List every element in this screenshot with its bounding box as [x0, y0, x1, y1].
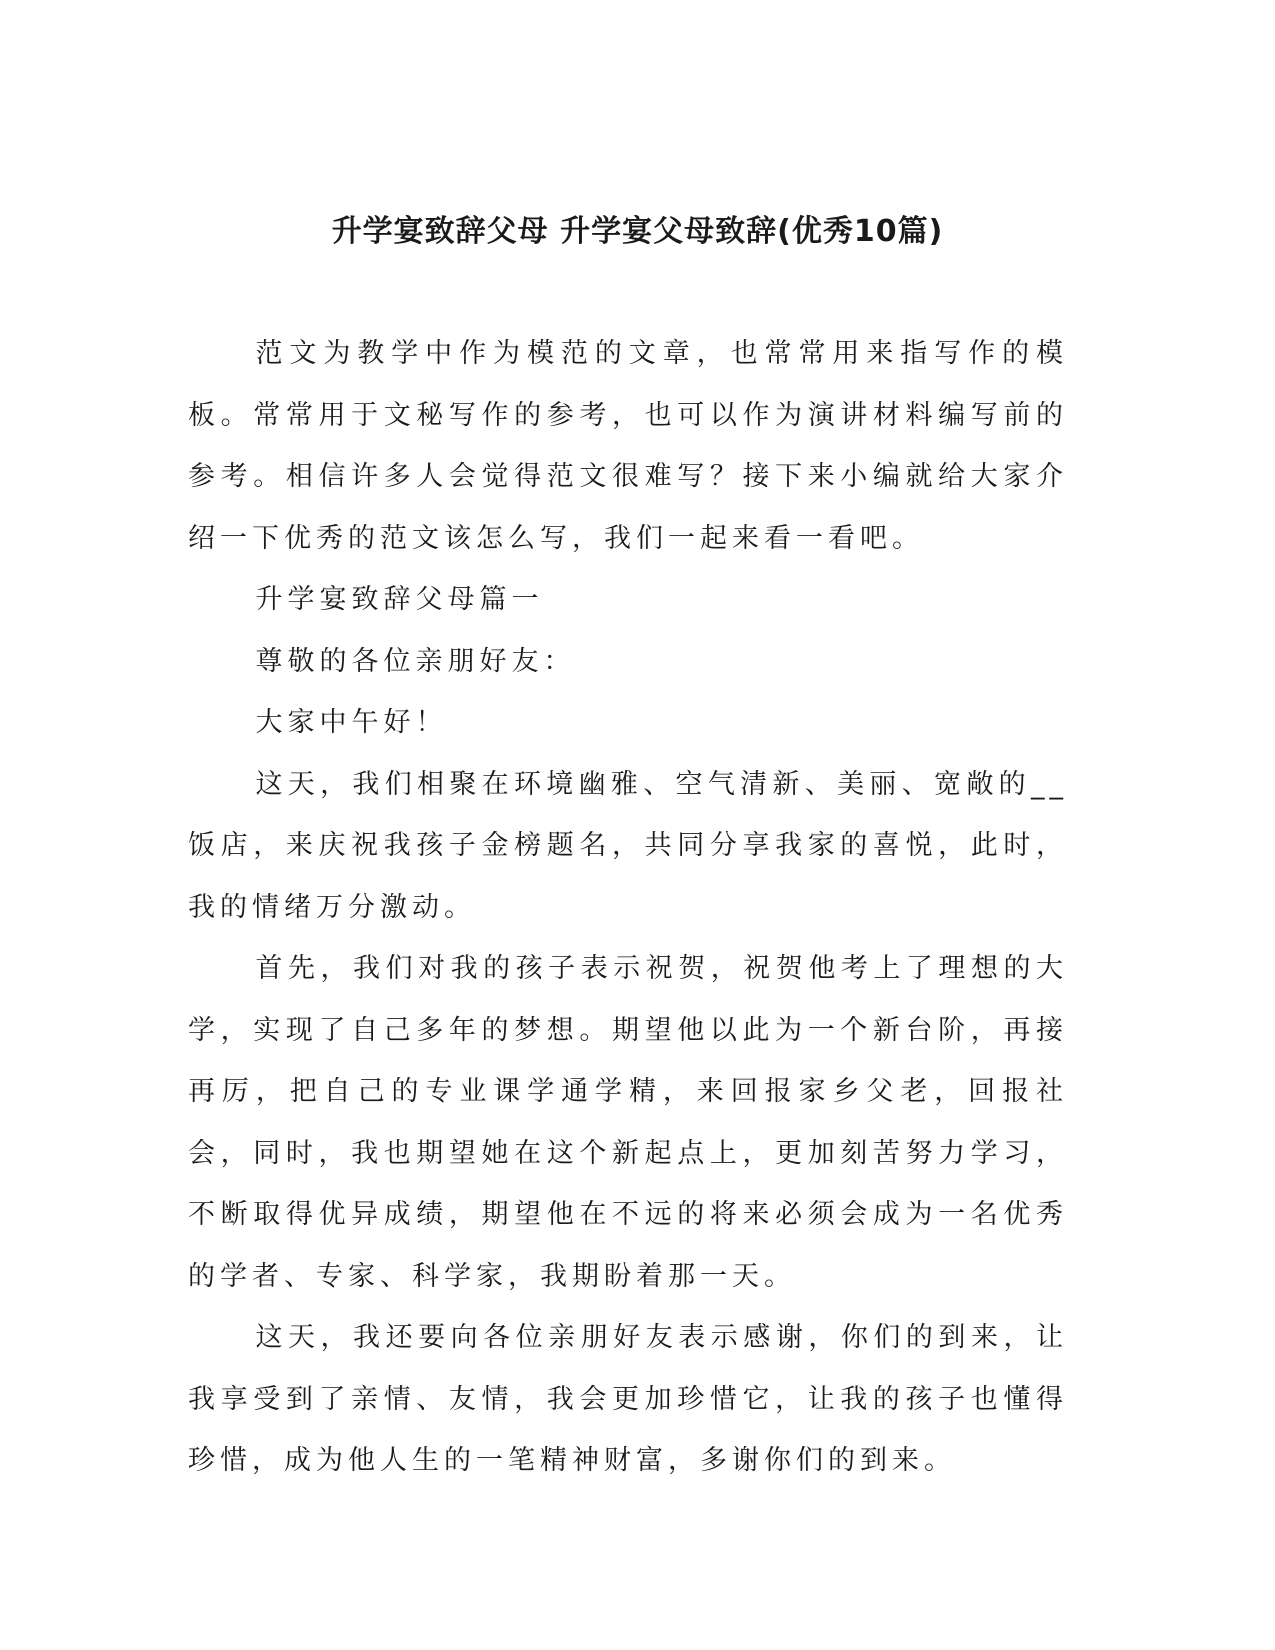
- greeting: 大家中午好！: [255, 707, 448, 738]
- body-paragraph: 这天，我们相聚在环境幽雅、空气清新、美丽、宽敞的__饭店，来庆祝我孩子金榜题名，共同分享我家的喜悦，此时，我的情绪万分激动。: [188, 768, 1068, 923]
- intro-paragraph: 范文为教学中作为模范的文章，也常常用来指写作的模板。常常用于文秘写作的参考，也可以作为演讲材料编写前的参考。相信许多人会觉得范文很难写？接下来小编就给大家介绍一下优秀的范文该怎么写，我们一起来看一看吧。: [188, 338, 1068, 554]
- section-heading: 升学宴致辞父母篇一: [255, 584, 544, 615]
- document-title: 升学宴致辞父母 升学宴父母致辞(优秀10篇): [331, 214, 944, 249]
- document-body: [188, 323, 1068, 1492]
- body-paragraph: 首先，我们对我的孩子表示祝贺，祝贺他考上了理想的大学，实现了自己多年的梦想。期望他以此为一个新台阶，再接再厉，把自己的专业课学通学精，来回报家乡父老，回报社会，同时，我也期望她在这个新起点上，更加刻苦努力学习，不断取得优异成绩，期望他在不远的将来必须会成为一名优秀的学者、专家、科学家，我期盼着那一天。: [188, 953, 1068, 1292]
- salutation: 尊敬的各位亲朋好友：: [255, 645, 576, 677]
- body-paragraph: 这天，我还要向各位亲朋好友表示感谢，你们的到来，让我享受到了亲情、友情，我会更加珍惜它，让我的孩子也懂得珍惜，成为他人生的一笔精神财富，多谢你们的到来。: [188, 1322, 1068, 1476]
